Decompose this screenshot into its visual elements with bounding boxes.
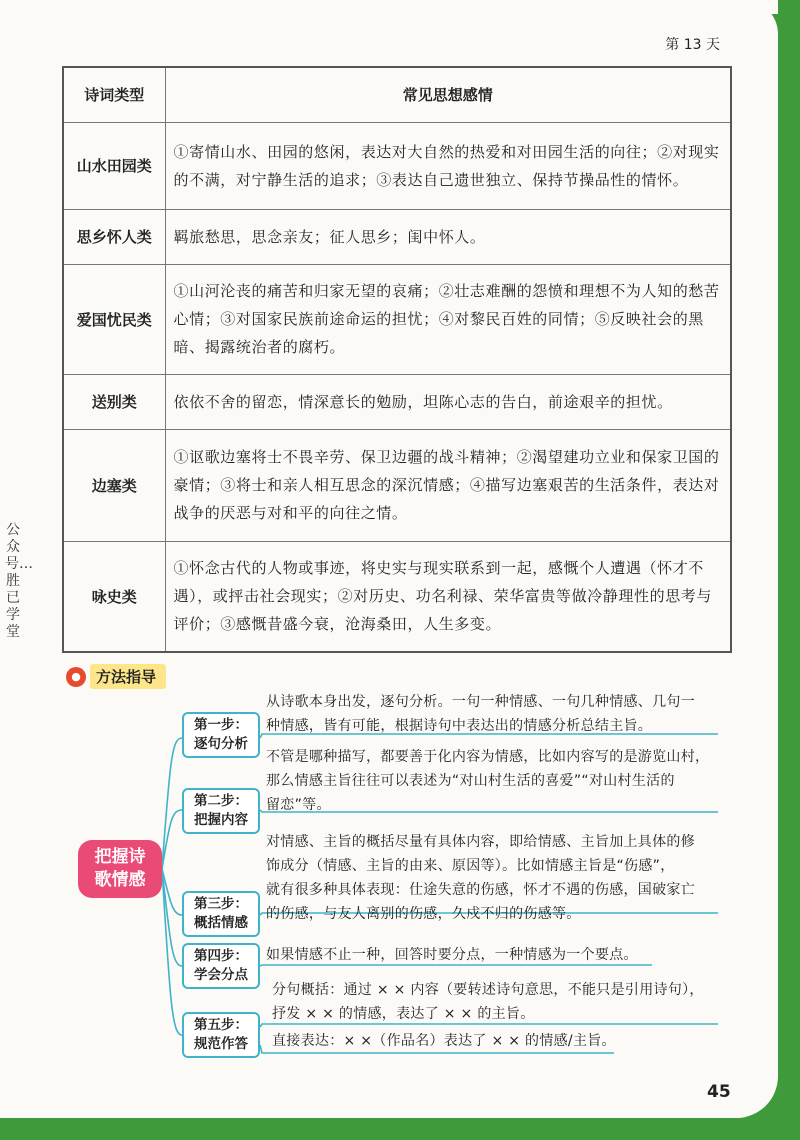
category-cell: 思乡怀人类 (63, 209, 165, 264)
day-label: 第 13 天 (665, 37, 720, 53)
category-cell: 爱国忧民类 (63, 264, 165, 374)
step-label: 第一步： (194, 717, 248, 733)
main-node-line: 把握诗 (94, 847, 146, 867)
col-header-type: 诗词类型 (63, 67, 165, 122)
emotion-cell: ①讴歌边塞将士不畏辛劳、保卫边疆的战斗精神；②渴望建功立业和保家卫国的豪情；③将士和亲人相互思念的深沉情感；④描写边塞艰苦的生活条件，表达对战争的厌恶与对和平的向往之情。 (165, 429, 731, 541)
step-4-text (266, 943, 638, 967)
step-5-box (182, 1012, 260, 1058)
emotion-cell: 依依不舍的留恋，情深意长的勉励，坦陈心志的告白，前途艰辛的担忧。 (165, 374, 731, 429)
step-5-text-2: 直接表达：× ×（作品名）表达了 × × 的情感/主旨。 (272, 1033, 616, 1049)
text-line: 不管是哪种描写，都要善于化内容为情感，比如内容写的是游览山村， (266, 749, 710, 765)
emotion-cell: 羁旅愁思，思念亲友；征人思乡；闺中怀人。 (165, 209, 731, 264)
main-node (78, 840, 162, 898)
text-line: 分句概括：通过 × × 内容（要转述诗句意思，不能只是引用诗句）， (272, 982, 704, 998)
step-label: 第四步： (194, 948, 248, 964)
text-line: 种情感，皆有可能，根据诗句中表达出的情感分析总结主旨。 (266, 718, 653, 734)
step-label: 学会分点 (194, 967, 248, 983)
category-cell: 边塞类 (63, 429, 165, 541)
step-3-box (182, 891, 260, 937)
side-note: 公众号…胜已学堂 (5, 522, 33, 640)
text-line: 饰成分（情感、主旨的由来、原因等）。比如情感主旨是“伤感”， (266, 858, 675, 874)
step-3-text (266, 830, 695, 926)
step-label: 第五步： (194, 1017, 248, 1033)
step-label: 第二步： (194, 793, 248, 809)
step-label: 把握内容 (194, 812, 248, 828)
step-5-text (272, 978, 704, 1026)
step-label: 逐句分析 (194, 736, 248, 752)
step-label: 概括情感 (194, 915, 248, 931)
step-1-text (266, 690, 695, 738)
text-line: 对情感、主旨的概括尽量有具体内容，即给情感、主旨加上具体的修 (266, 834, 695, 850)
category-cell: 咏史类 (63, 541, 165, 652)
main-node-line: 歌情感 (94, 870, 146, 890)
method-title: 方法指导 (90, 664, 166, 689)
step-label: 第三步： (194, 896, 248, 912)
step-2-box (182, 788, 260, 834)
person-icon: ● (66, 667, 86, 687)
emotion-cell: ①山河沦丧的痛苦和归家无望的哀痛；②壮志难酬的怨愤和理想不为人知的愁苦心情；③对国家民族前途命运的担忧；④对黎民百姓的同情；⑤反映社会的黑暗、揭露统治者的腐朽。 (165, 264, 731, 374)
step-label: 规范作答 (194, 1036, 248, 1052)
text-line: 如果情感不止一种，回答时要分点，一种情感为一个要点。 (266, 947, 638, 963)
page-number: 45 (707, 1082, 731, 1102)
emotion-cell: ①寄情山水、田园的悠闲，表达对大自然的热爱和对田园生活的向往；②对现实的不满，对宁静生活的追求；③表达自己遗世独立、保持节操品性的情怀。 (165, 122, 731, 209)
step-2-text (266, 745, 709, 817)
step-1-box (182, 712, 260, 758)
text-line: 留恋”等。 (266, 797, 331, 813)
text-line: 就有很多种具体表现：仕途失意的伤感，怀才不遇的伤感，国破家亡 (266, 882, 695, 898)
category-cell: 送别类 (63, 374, 165, 429)
text-line: 从诗歌本身出发，逐句分析。一句一种情感、一句几种情感、几句一 (266, 694, 695, 710)
col-header-emotion: 常见思想感情 (165, 67, 731, 122)
step-4-box (182, 943, 260, 989)
text-line: 的伤感，与友人离别的伤感，久戍不归的伤感等。 (266, 906, 581, 922)
emotion-cell: ①怀念古代的人物或事迹，将史实与现实联系到一起，感慨个人遭遇（怀才不遇），或抨击社会现实；②对历史、功名利禄、荣华富贵等做冷静理性的思考与评价；③感慨昔盛今衰，沧海桑田，人生多变。 (165, 541, 731, 652)
text-line: 抒发 × × 的情感，表达了 × × 的主旨。 (272, 1006, 535, 1022)
text-line: 那么情感主旨往往可以表述为“对山村生活的喜爱”“对山村生活的 (266, 773, 675, 789)
category-cell: 山水田园类 (63, 122, 165, 209)
